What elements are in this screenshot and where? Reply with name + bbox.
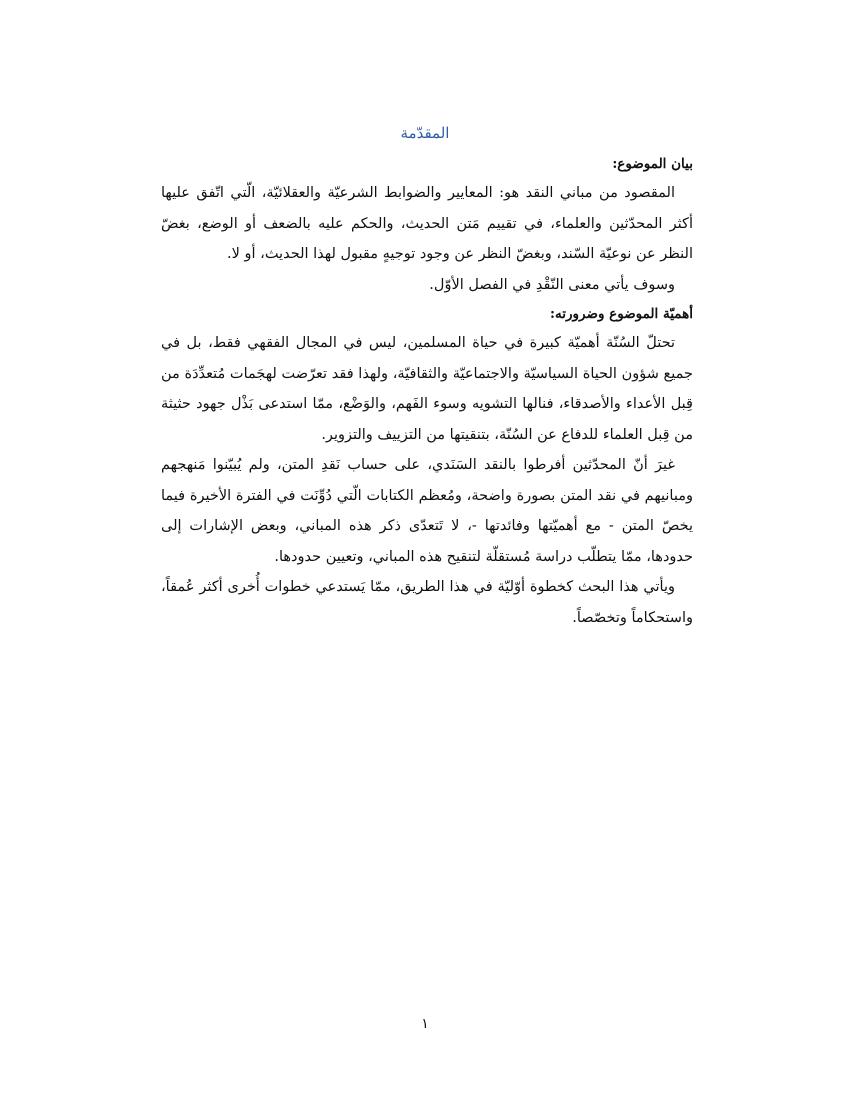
section-heading-importance: أهميّة الموضوع وضرورته: <box>550 306 693 322</box>
document-body <box>161 150 693 633</box>
page-number: ١ <box>421 1016 429 1032</box>
paragraph: ويأتي هذا البحث كخطوة أوّليّة في هذا الطريق، ممّا يَستدعي خطوات أُخرى أكثر عُمقاً، واستحكاماً وتخصّصاً. <box>161 579 693 626</box>
paragraph: غيرَ أنّ المحدّثين أفرطوا بالنقد السَنَدي، على حساب نَقدِ المتن، ولم يُبيّنوا مَنهجهم ومبانيهم في نقد المتن بصورة واضحة، ومُعظم الكتابات الّتي دُوِّنَت في الفترة الأخيرة فيما يخصّ المتن - مع أهميّتها وفائدتها -، لا تَتعدّى ذكر هذه المباني، وبعض الإشارات إلى حدودها، ممّا يتطلّب دراسة مُستقلّة لتنقيح هذه المباني، وتعيين حدودها. <box>161 457 693 565</box>
page-title: المقدّمة <box>400 124 450 142</box>
paragraph: تحتلّ السُنّة أهميّة كبيرة في حياة المسلمين، ليس في المجال الفقهي فقط، بل في جميع شؤون الحياة السياسيّة والاجتماعيّة والثقافيّة، ولهذا فقد تعرّضت لهجَمات مُتعدِّدَة من قِبل الأعداء والأصدقاء، فنالها التشويه وسوء الفَهم، والوَضْع، ممّا استدعى بَذْل جهود حثيثة من قِبل العلماء للدفاع عن السُنّة، بتنقيتها من التزييف والتزوير. <box>161 335 693 443</box>
section-heading-topic: بيان الموضوع: <box>612 156 693 172</box>
paragraph: وسوف يأتي معنى النّقْدِ في الفصل الأوّل. <box>429 276 675 293</box>
paragraph: المقصود من مباني النقد هو: المعايير والضوابط الشرعيّة والعقلائيّة، الّتي اتّفق عليها أكثر المحدّثين والعلماء، في تقييم مَتن الحديث، والحكم عليه بالضعف أو الوضع، بغضّ النظر عن نوعيّة السّند، وبغضّ النظر عن وجود توجيهٍ مقبول لهذا الحديث، أو لا. <box>161 185 693 262</box>
